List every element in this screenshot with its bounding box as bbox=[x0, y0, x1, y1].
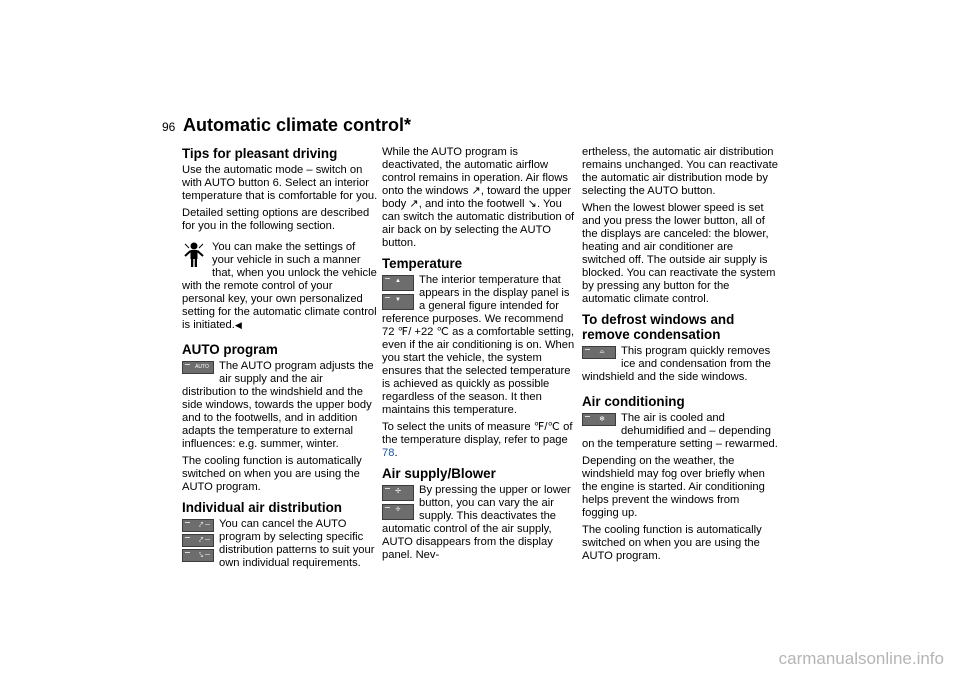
column-3 bbox=[582, 146, 778, 567]
auto-paragraph-1: The AUTO program adjusts the air supply and the air distribution to the windshield and the side windows, towards the upper body and to the footwells, and in addition adapts the temperature to external influences: e.g. summer, winter. bbox=[182, 360, 374, 450]
distribution-windows-button-icon: ⤤ ─ bbox=[182, 519, 214, 532]
temperature-heading: Temperature bbox=[382, 256, 463, 271]
blower-down-button-icon: ✢ bbox=[382, 504, 414, 520]
column-2 bbox=[382, 146, 578, 566]
auto-program-block bbox=[182, 360, 378, 451]
watermark: carmanualsonline.info bbox=[778, 649, 944, 668]
air-conditioning-heading: Air conditioning bbox=[582, 394, 685, 409]
blower-button-icons bbox=[382, 485, 414, 522]
defrost-heading: To defrost windows and remove condensation bbox=[582, 312, 735, 342]
temperature-button-icons bbox=[382, 275, 414, 312]
auto-paragraph-2: The cooling function is automatically switched on when you are using the AUTO program. bbox=[182, 455, 362, 493]
page-title: Automatic climate control* bbox=[183, 115, 412, 135]
column-3-paragraph-1: ertheless, the automatic air distribution remains unchanged. You can reactivate the automatic air distribution mode by selecting the AUTO button. bbox=[582, 146, 778, 197]
ac-paragraph-2: Depending on the weather, the windshield may fog over briefly when the engine is started. Air conditioning helps prevent the windows from fogging up. bbox=[582, 455, 765, 519]
defrost-button-icon: ⌓ bbox=[582, 346, 616, 359]
temperature-down-button-icon: ▼ bbox=[382, 294, 414, 310]
auto-button-icons bbox=[182, 361, 214, 376]
temperature-paragraph-2: To select the units of measure ℉/℃ of the temperature display, refer to page 78. bbox=[382, 421, 573, 459]
ac-paragraph-1: The air is cooled and dehumidified and – depending on the temperature setting – rewarmed. bbox=[582, 412, 778, 450]
distribution-footwell-button-icon: ⤥ ─ bbox=[182, 549, 214, 562]
air-distribution-block bbox=[182, 518, 378, 570]
defrost-paragraph-1: This program quickly removes ice and condensation from the windshield and the side windows. bbox=[582, 345, 771, 383]
distribution-button-icons bbox=[182, 519, 214, 564]
air-supply-heading: Air supply/Blower bbox=[382, 466, 496, 481]
air-supply-block bbox=[382, 484, 578, 562]
auto-program-heading: AUTO program bbox=[182, 342, 278, 357]
column-3-paragraph-2: When the lowest blower speed is set and you press the lower button, all of the displays are canceled: the blower, heating and air conditioner are switched off. The outside air supply is blocked. You can reactivate the system by pressing any button for the automatic climate control. bbox=[582, 202, 776, 305]
page-78-link[interactable]: 78 bbox=[382, 447, 395, 459]
column-2-paragraph-1: While the AUTO program is deactivated, the automatic airflow control remains in operation. Air flows onto the windows ↗, toward the upper body ↗, and into the footwell ↘. You can switch the automatic distribution of air back on by selecting the AUTO button. bbox=[382, 146, 575, 249]
column-1 bbox=[182, 146, 378, 574]
temperature-paragraph-1: The interior temperature that appears in the display panel is a general figure intended for reference purposes. We recommend 72 ℉/ +22 ℃ as a comfortable setting, even if the air conditioning is on. When you start the vehicle, the system ensures that the selected temperature is achieved as quickly as possible regardless of the season. It then maintains this temperature. bbox=[382, 274, 575, 416]
auto-button-icon: AUTO bbox=[182, 361, 214, 374]
end-mark-icon: ◀ bbox=[234, 320, 242, 330]
air-distribution-heading: Individual air distribution bbox=[182, 500, 342, 515]
defrost-block bbox=[582, 345, 778, 384]
distribution-body-button-icon: ⤤ ─ bbox=[182, 534, 214, 547]
ac-button-icons bbox=[582, 413, 616, 428]
air-supply-paragraph-1: By pressing the upper or lower button, you can vary the air supply. This deactivates the automatic control of the air supply, AUTO disappears from the display panel. Nev- bbox=[382, 484, 571, 561]
temperature-block bbox=[382, 274, 578, 417]
tip-person-icon bbox=[182, 241, 206, 269]
tips-paragraph-1: Use the automatic mode – switch on with AUTO button 6. Select an interior temperature that is comfortable for you. bbox=[182, 164, 378, 202]
tip-note-text: You can make the settings of your vehicle in such a manner that, when you unlock the vehicle with the remote control of your personal key, your own personalized setting for the automatic climate control is initiated. bbox=[182, 241, 377, 331]
defrost-button-icons bbox=[582, 346, 616, 361]
ac-snowflake-button-icon: ❄ bbox=[582, 413, 616, 426]
page-number: 96 bbox=[162, 120, 176, 134]
tips-paragraph-2: Detailed setting options are described for you in the following section. bbox=[182, 207, 370, 232]
tip-note bbox=[182, 241, 378, 332]
temperature-up-button-icon: ▲ bbox=[382, 275, 414, 291]
air-conditioning-block bbox=[582, 412, 778, 451]
blower-up-button-icon: ✢ bbox=[382, 485, 414, 501]
tips-heading: Tips for pleasant driving bbox=[182, 146, 338, 161]
distribution-paragraph-1: You can cancel the AUTO program by selecting specific distribution patterns to suit your own individual requirements. bbox=[219, 518, 375, 569]
ac-paragraph-3: The cooling function is automatically switched on when you are using the AUTO program. bbox=[582, 524, 762, 562]
